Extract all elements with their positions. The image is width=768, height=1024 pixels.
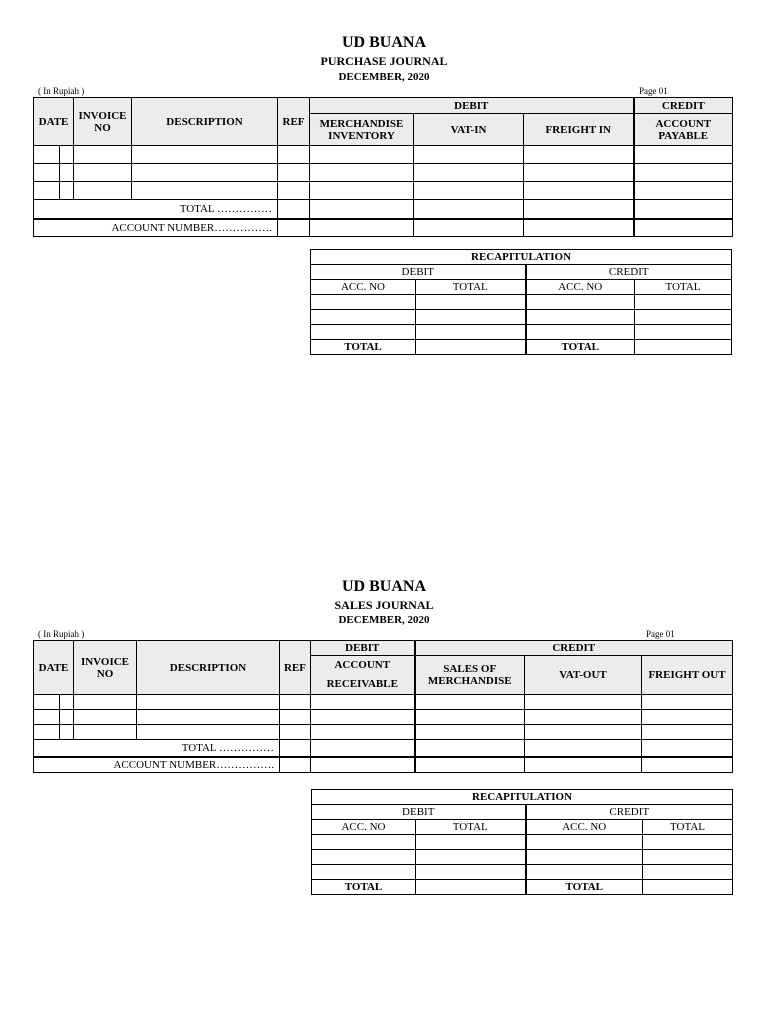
table-row: [311, 310, 732, 325]
currency-note: ( In Rupiah ): [38, 629, 85, 639]
journal-period: DECEMBER, 2020: [338, 71, 430, 83]
recap-debit-total: TOTAL: [416, 820, 526, 835]
table-row: [312, 835, 733, 850]
table-row: [34, 164, 733, 182]
recap-debit-acc-no: ACC. NO: [312, 820, 416, 835]
header-date: DATE: [34, 98, 74, 146]
recap-debit-total: TOTAL: [416, 280, 526, 295]
header-freight-in: FREIGHT IN: [524, 114, 634, 146]
recap-credit: CREDIT: [526, 265, 732, 280]
header-freight-out: FREIGHT OUT: [642, 656, 733, 695]
header-credit: CREDIT: [634, 98, 733, 114]
header-account-receivable: [311, 656, 415, 695]
table-row: [34, 182, 733, 200]
header-debit: DEBIT: [310, 98, 634, 114]
header-debit: DEBIT: [311, 641, 415, 656]
recap-debit: DEBIT: [312, 805, 526, 820]
recap-debit: DEBIT: [311, 265, 526, 280]
account-number-label: ACCOUNT NUMBER…………….: [34, 757, 280, 773]
recap-credit: CREDIT: [526, 805, 733, 820]
header-credit: CREDIT: [415, 641, 733, 656]
total-label: TOTAL ……………: [34, 200, 278, 219]
purchase-recap-table: [310, 249, 732, 355]
journal-title: SALES JOURNAL: [334, 598, 434, 612]
header-ref: REF: [278, 98, 310, 146]
header-vat-out: VAT-OUT: [525, 656, 642, 695]
table-row: [312, 865, 733, 880]
journal-title: PURCHASE JOURNAL: [320, 54, 448, 68]
header-merchandise-inventory: MERCHANDISE INVENTORY: [310, 114, 414, 146]
recap-credit-acc-no: ACC. NO: [526, 820, 643, 835]
table-row: [311, 295, 732, 310]
purchase-journal-table: [33, 97, 733, 237]
table-row: [34, 710, 733, 725]
sales-recap-table: [311, 789, 733, 895]
total-label: TOTAL ……………: [34, 740, 280, 757]
table-row: [311, 325, 732, 340]
table-row: [34, 146, 733, 164]
header-account-receivable-line1: ACCOUNT: [334, 659, 391, 671]
account-number-label: ACCOUNT NUMBER…………….: [34, 219, 278, 237]
header-description: DESCRIPTION: [132, 98, 278, 146]
table-row: [312, 850, 733, 865]
table-row: [34, 695, 733, 710]
header-vat-in: VAT-IN: [414, 114, 524, 146]
journal-period: DECEMBER, 2020: [338, 614, 430, 626]
sales-journal-table: [33, 640, 733, 773]
company-name: UD BUANA: [342, 34, 426, 51]
header-sales-of-merchandise: SALES OF MERCHANDISE: [415, 656, 525, 695]
recap-title: RECAPITULATION: [311, 250, 732, 265]
header-account-payable: ACCOUNT PAYABLE: [634, 114, 733, 146]
header-description: DESCRIPTION: [137, 641, 280, 695]
header-invoice-no: INVOICE NO: [74, 98, 132, 146]
currency-note: ( In Rupiah ): [38, 86, 85, 96]
header-date: DATE: [34, 641, 74, 695]
recap-credit-total: TOTAL: [643, 820, 733, 835]
page-number: Page 01: [639, 86, 668, 96]
recap-title: RECAPITULATION: [312, 790, 733, 805]
recap-debit-total-label: TOTAL: [312, 880, 416, 895]
recap-credit-total: TOTAL: [635, 280, 732, 295]
recap-debit-total-label: TOTAL: [311, 340, 416, 355]
header-account-receivable-line2: RECEIVABLE: [326, 678, 398, 690]
company-name: UD BUANA: [342, 578, 426, 595]
header-ref: REF: [280, 641, 311, 695]
recap-debit-acc-no: ACC. NO: [311, 280, 416, 295]
recap-credit-total-label: TOTAL: [526, 880, 643, 895]
recap-credit-total-label: TOTAL: [526, 340, 635, 355]
header-invoice-no: INVOICE NO: [74, 641, 137, 695]
table-row: [34, 725, 733, 740]
page-number: Page 01: [646, 629, 675, 639]
recap-credit-acc-no: ACC. NO: [526, 280, 635, 295]
